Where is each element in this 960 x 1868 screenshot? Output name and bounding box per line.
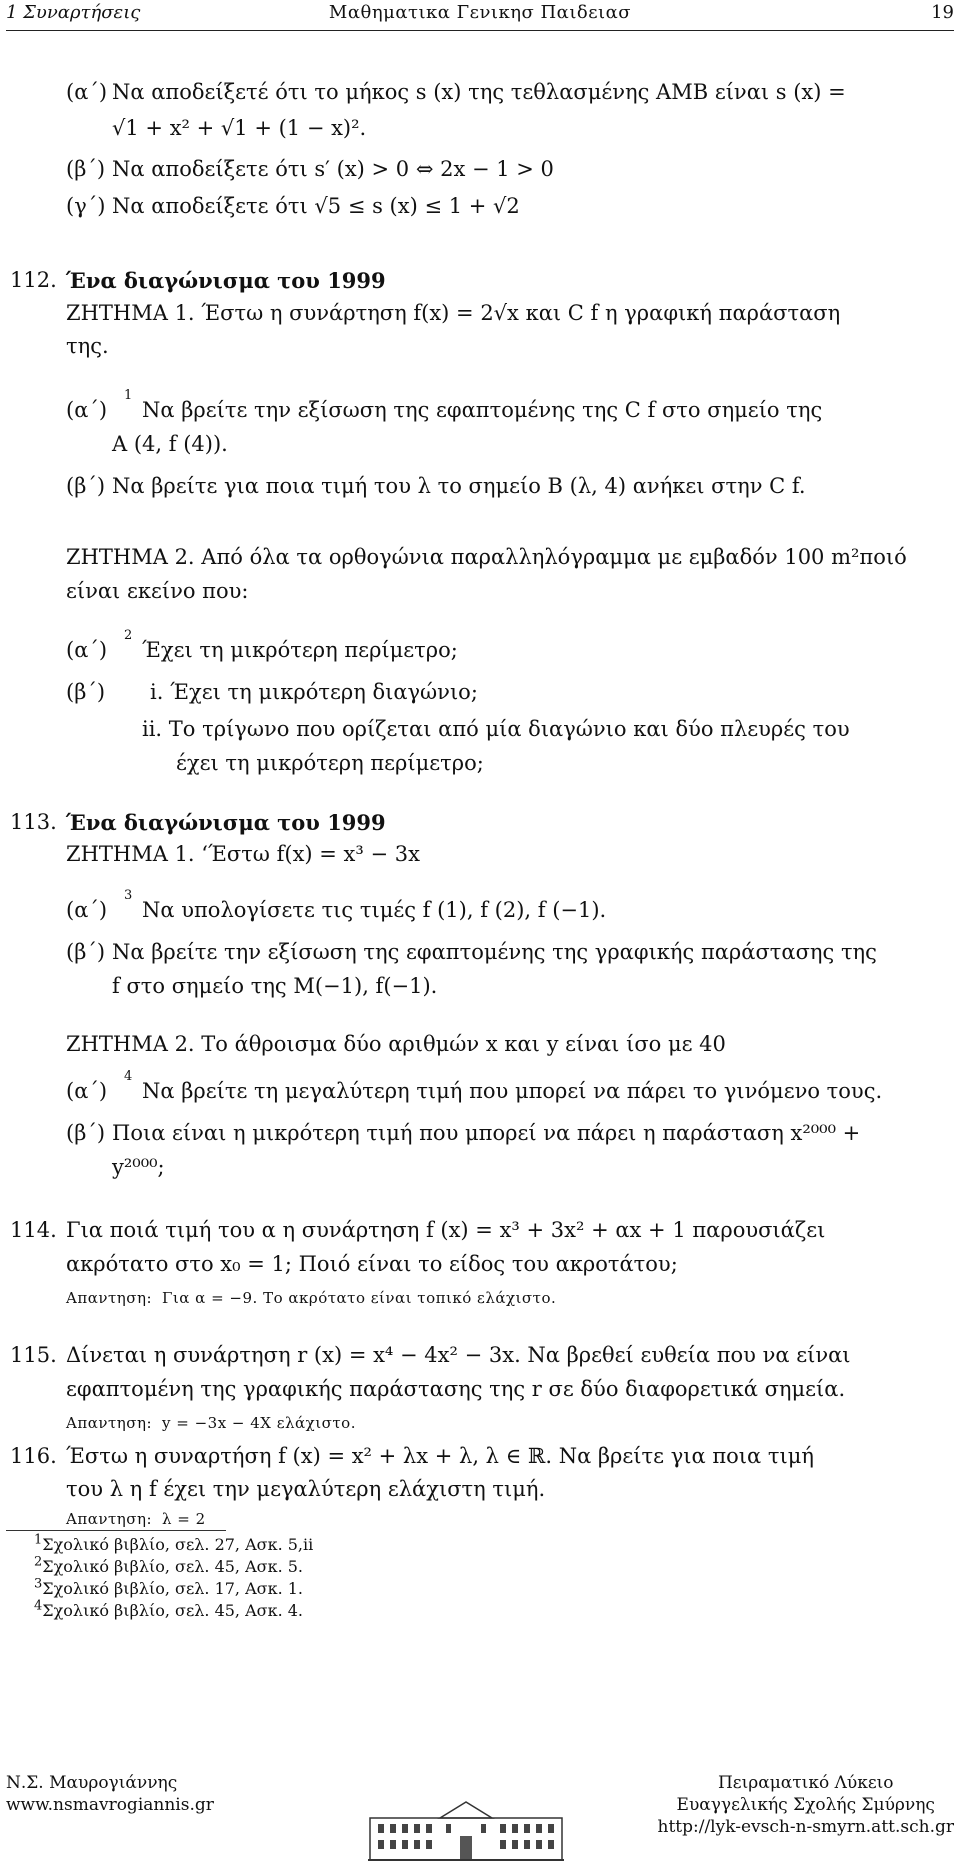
book-title: Μαθηματικα Γενικησ Παιδειασ [328,2,632,23]
footnote-4: $^4$Σχολικό βιβλίο, σελ. 45, Ασκ. 4. [34,1598,304,1620]
header-rule [6,30,954,31]
document-page: 1 Συναρτήσεις Μαθηματικα Γενικησ Παιδειασ 19 (α΄) Να αποδείξετέ ότι το μήκος s (x) της τεθλασμένης AMB είναι s (x) = √1 + x² + √1 + (1 − x)². (β΄) Να αποδείξετε ότι s′ (x) > 0 ⇔ 2x − 1 > 0 (γ΄) Να αποδείξετε ότι √5 ≤ s (x) ≤ 1 + √2 112. Ένα διαγώνισμα του 1999 ΖΗΤΗΜΑ 1. Έστω η συνάρτηση f(x) = 2√x και C f η γραφική παράσταση της. (α΄) 1 Να βρείτε την εξίσωση της εφαπτομένης της C f στο σημείο της A (4, f (4)). (β΄) Να βρείτε για ποια τιμή του λ το σημείο B (λ, 4) ανήκει στην C f. ΖΗΤΗΜΑ 2. Από όλα τα ορθογώνια παραλληλόγραμμα με εμβαδόν 100 m²ποιό είναι εκείνο που: (α΄) 2 Έχει τη μικρότερη περίμετρο; (β΄) i. Έχει τη μικρότερη διαγώνιο; ii. Το τρίγωνο που ορίζεται από μία διαγώνιο και δύο πλευρές του έχει τη μικρότερη περίμετρο; 113. Ένα διαγώνισμα του 1999 ΖΗΤΗΜΑ 1. ‘Έστω f(x) = x³ − 3x (α΄) 3 Να υπολογίσετε τις τιμές f (1), f (2), f (−1). (β΄) Να βρείτε την εξίσωση της εφαπτομένης της γραφικής παράστασης της f στο σημείο της M(−1), f(−1). ΖΗΤΗΜΑ 2. Το άθροισμα δύο αριθμών x και y είναι ίσο με 40 (α΄) 4 Να βρείτε τη μεγαλύτερη τιμή που μπορεί να πάρει το γινόμενο τους. (β΄) Ποια είναι η μικρότερη τιμή που μπορεί να πάρει η παράσταση x²⁰⁰⁰ + y²⁰⁰⁰; 114. Για ποιά τιμή του α η συνάρτηση f (x) = x³ + 3x² + αx + 1 παρουσιάζει ακρότατο στο x₀ = 1; Ποιό είναι το είδος του ακροτάτου; Απαντηση: Για α = −9. Το ακρότατο είναι τοπικό ελάχιστο. 115. Δίνεται η συνάρτηση r (x) = x⁴ − 4x² − 3x. Να βρεθεί ευθεία που να είναι εφαπτομένη της γραφικής παράστασης της r σε δύο διαφορετικά σημεία. Απαντηση: y = −3x − 4X ελάχιστο. 116. Έστω η συναρτήση f (x) = x² + λx + λ, λ ∈ ℝ. Να βρείτε για ποια τιμή του λ η f έχει την μεγαλύτερη ελάχιστη τιμή. Απαντηση: λ = 2 $^1$Σχολικό βιβλίο, σελ. 27, Ασκ. 5,ii $^2$Σχολικό βιβλίο, σελ. 45, Ασκ. 5. $^3$Σχολικό βιβλίο, σελ. 17, Ασκ. 1. $^4$Σχολικό βιβλίο, σελ. 45, Ασκ. 4. Ν.Σ. Μαυρογιάννης www.nsmavrogiannis.gr Πειραματικό Λύκειο Ευαγγελικής Σχολής Σμύρνης http://lyk-evsch-n-smyrn.att.sch.gr [0,0,960,1868]
author-name: Ν.Σ. Μαυρογιάννης [6,1773,178,1793]
footer-author [6,1772,214,1816]
footnotes [34,1534,313,1622]
footer-school [658,1772,955,1838]
running-header [6,2,954,28]
school-website: http://lyk-evsch-n-smyrn.att.sch.gr [657,1817,954,1837]
chapter-title: 1 Συναρτήσεις [6,2,141,23]
footnote-3: $^3$Σχολικό βιβλίο, σελ. 17, Ασκ. 1. [34,1576,304,1598]
school-building-icon [368,1798,564,1862]
footnote-2: $^2$Σχολικό βιβλίο, σελ. 45, Ασκ. 5. [34,1554,304,1576]
footnote-1: $^1$Σχολικό βιβλίο, σελ. 27, Ασκ. 5,ii [34,1532,314,1554]
footnote-rule [6,1530,226,1531]
author-website: www.nsmavrogiannis.gr [6,1795,214,1815]
school-name-2: Ευαγγελικής Σχολής Σμύρνης [676,1795,935,1815]
page-number: 19 [931,2,954,23]
school-name: Πειραματικό Λύκειο [717,1773,894,1793]
